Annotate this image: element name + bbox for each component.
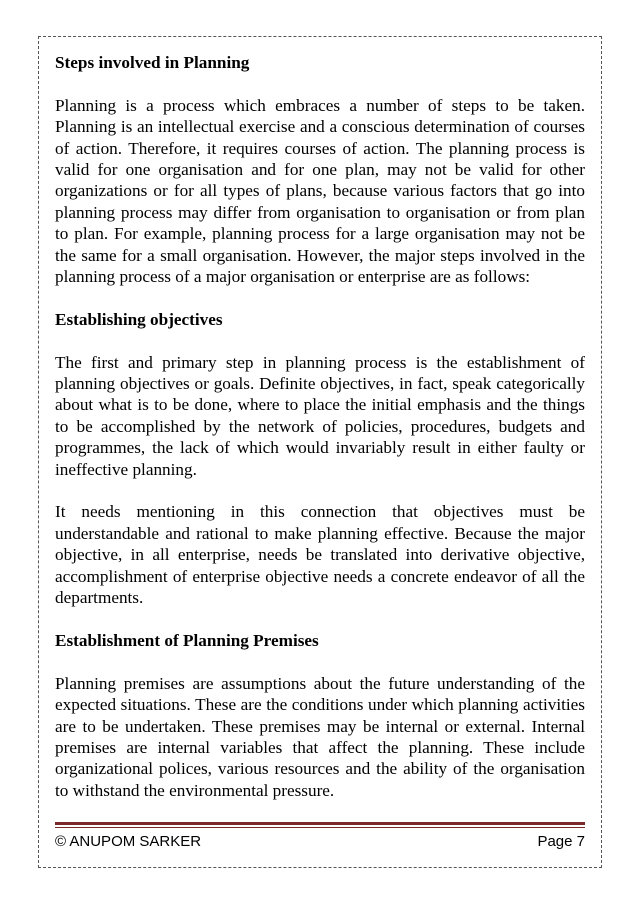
paragraph: The first and primary step in planning process is the establishment of planning objectives or goals. Definite objectives, in fact, speak categorically about what is to be done, where to place the initial emphasis and the things to be accomplished by the network of policies, procedures, budgets and programmes, the lack of which would invariably result in either faulty or ineffective planning. [55, 352, 585, 479]
page-footer [55, 833, 585, 850]
paragraph: Planning is a process which embraces a number of steps to be taken. Planning is an intellectual exercise and a conscious determination of courses of action. Therefore, it requires courses of action. The planning process is valid for one organisation and for one plan, may not be valid for other organizations or for all types of plans, because various factors that go into planning process may differ from organisation to organisation or from plan to plan. For example, planning process for a large organisation may not be the same for a small organisation. However, the major steps involved in the planning process of a major organisation or enterprise are as follows: [55, 95, 585, 287]
footer-rule [55, 822, 585, 825]
section-heading: Establishing objectives [55, 309, 223, 329]
page-number: Page 7 [537, 833, 585, 850]
paragraph: It needs mentioning in this connection that objectives must be understandable and rational to make planning effective. Because the major objective, in all enterprise, needs be translated into derivative objective, accomplishment of enterprise objective needs a concrete endeavor of all the departments. [55, 502, 585, 608]
footer-rule-thin [55, 827, 585, 828]
footer-author: © ANUPOM SARKER [55, 833, 202, 850]
section-heading: Steps involved in Planning [55, 53, 250, 72]
document-body [55, 52, 585, 801]
section-heading: Establishment of Planning Premises [55, 630, 319, 650]
paragraph: Planning premises are assumptions about the future understanding of the expected situations. These are the conditions under which planning activities are to be undertaken. These premises may be internal or external. Internal premises are internal variables that affect the planning. These include organizational polices, various resources and the ability of the organisation to withstand the environmental pressure. [55, 673, 585, 800]
